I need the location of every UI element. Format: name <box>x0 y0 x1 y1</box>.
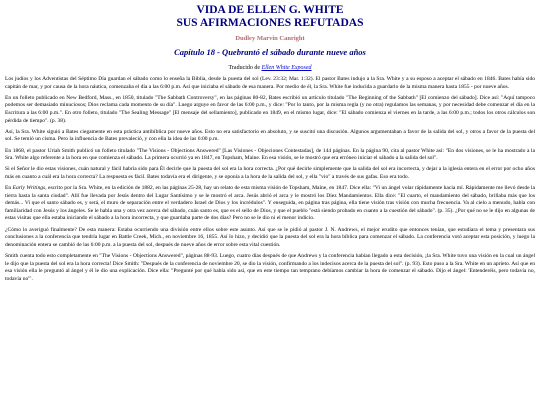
paragraph-8: Smith cuenta todo esto completamente en "The Visions - Objections Answered", páginas 88-93. Luego, cuatro días después de que Andrews y la conferencia habían llegado a esta decisión, ¡la Sra. White tuvo una visión en la cual un ángel le dijo que la puesta del sol era la hora correcta! Dice Smith: "Después de la conferencia de noviembre 20, se dio la visión, confirmando a los indecisos acerca de la puesta del sol". (p. 93). Esto puso a la Sra. White en un aprieto. Así que en esa visión ella le preguntó al ángel y él le dio una explicación. Dice ella: "Pregunté por qué había sido así, que en este tiempo tan temprano debíamos cambiar la hora de comenzar el sábado. Dijo el ángel: 'Entenderéis, pero todavía no, todavía no'". <box>5 253 535 282</box>
title-line-2: SUS AFIRMACIONES REFUTADAS <box>176 17 364 29</box>
paragraph-6-prefix: En <box>5 185 13 192</box>
paragraph-4: En 1868, el pastor Uriah Smith publicó un folleto titulado "The Visions - Objections Answered" [Las Visiones - Objeciones Contestadas], de 144 páginas. En la página 90, cita al pastor White así: "En dos visiones, se le ha mostrado a la Sra. White algo referente a la hora en que comienza el sábado. La primera ocurrió ya en 1847, en Topsham, Maine. En esa visión, se le mostró que era erróneo iniciar el sábado a la salida del sol". <box>5 147 535 162</box>
paragraph-5: Si el Señor le dio estas visiones, cuán natural y fácil habría sido para Él decirle que la puesta del sol era la hora correcta. ¿Por qué decirle simplemente que la salida del sol era incorrecta, y dejar a la iglesia entera en el error por ocho años más en cuanto a cuál era la hora correcta? La respuesta es fácil. Bates todavía era el dirigente, y se oponía a la hora de la salida del sol, y ella "vio" a través de sus gafas. Eso era todo. <box>5 166 535 180</box>
paragraph-6-body: , escrito por la Sra. White, en la edición de 1882, en las páginas 25-28, hay un relato de esta misma visión de Topsham, Maine, en 1847. Dice ella: "Vi un ángel volar rápidamente hacia mí. Rápidamente me llevó desde la tierra hasta la santa ciudad". Allí fue llevada por Jesús dentro del Lugar Santísimo y se le mostró el arca. Jesús abrió el arca y le mostró los Diez Mandamientos. Ella dice: "El cuarto, el mandamiento del sábado, brillaba más que los demás... Vi que el santo sábado es, y será, el muro de separación entre el verdadero Israel de Dios y los incrédulos". Y enseguida, en página tras página, ella tiene visión tras visión con mucha frecuencia. Va al cielo a menudo, habla con familiaridad con Jesús y los ángeles. Se le habla una y otra vez acerca del sábado, cuán santo es, que es el sello de Dios, y que el pueblo "está siendo probado en cuanto a la cuestión del sábado". (p. 35). ¿Por qué no se le dijo en algunas de estas visitas que ella estaba iniciando el sábado a la hora incorrecta, y que guardaba parte de dos días? Pero no se le dio ni el menor indicio. <box>5 185 535 222</box>
title-line-1: VIDA DE ELLEN G. WHITE <box>196 4 344 16</box>
source-book-link[interactable]: Ellen White Exposed <box>261 65 312 71</box>
book-title-early-writings: Early Writings <box>12 185 46 192</box>
paragraph-6 <box>5 185 535 223</box>
paragraph-2: En un folleto publicado en New Bedford, Mass., en 1850, titulado "The Sabbath Controversy", en las páginas 80-82, Bates escribió un artículo titulado "The Beginning of the Sabbath" [El comienzo del sábado]. Dice así: "Aquí tampoco podemos ser demasiado minuciosos; Dios reclama cada momento de su día". Luego arguye en favor de las 6:00 p.m., y dice: "Por lo tanto, por la misma regla (y no otra) regulamos las semanas, y por necesidad debe comenzar el día en la Escritura a las 6:00 p.m.". En otro folleto, titulado "The Sealing Message" [El mensaje del sellamiento], publicado en 1849, en el mismo lugar, dice: "El sábado comienza el viernes en la tarde, a las 6:00 p.m.; todos los otros cálculos son pérdida de tiempo". (p. 38). <box>5 94 535 124</box>
translation-prefix: Traducido de <box>228 65 262 71</box>
paragraph-1: Los judíos y los Adventistas del Séptimo Día guardan el sábado como lo enseña la Biblia, desde la puesta del sol (Lev. 23:32; Mar. 1:32). El pastor Bates indujo a la Sra. White y a su esposo a aceptar el sábado en 1846. Bates había sido capitán de mar, y por causa de la hora náutica, comenzaba el día a las 6:00 p.m. Así que iniciaba el sábado de esa manera. Por medio de él, la Sra. White fue inducida a guardarlo de la misma manera hasta 1855 - por nueve años. <box>5 76 535 90</box>
paragraph-7: ¿Cómo lo averiguó finalmente? De esta manera: Estaba ocurriendo una división entre ellos sobre este asunto. Así que se le pidió al pastor J. N. Andrews, el mejor erudito que entonces tenían, que estudiara el tema y presentara sus conclusiones a la conferencia que tendría lugar en Battle Creek, Mich., en noviembre 16, 1855. Así lo hizo, y decidió que la puesta del sol era la hora bíblica para comenzar el sábado. La conferencia votó aceptar esta posición, y luego la denominación entera se cambió de las 6:00 p.m. a la puesta del sol, después de nueve años de error sobre esta vital cuestión. <box>5 226 535 248</box>
translation-credit <box>5 65 535 71</box>
author-name: Dudley Marvin Canright <box>235 35 305 42</box>
paragraph-3: Así, la Sra. White siguió a Bates ciegamente en esta práctica antibíblica por nueve años. Esto no era satisfactorio en absoluto, y se suscitó una discusión. Algunos argumentaban a favor de la salida del sol, y otros a favor de la puesta del sol. Se temió un cisma. Pero la influencia de Bates prevaleció, y con ella la idea de las 6:00 p.m. <box>5 128 535 143</box>
chapter-title: Capítulo 18 - Quebrantó el sábado durante nueve años <box>174 47 366 57</box>
page-title <box>5 4 535 30</box>
